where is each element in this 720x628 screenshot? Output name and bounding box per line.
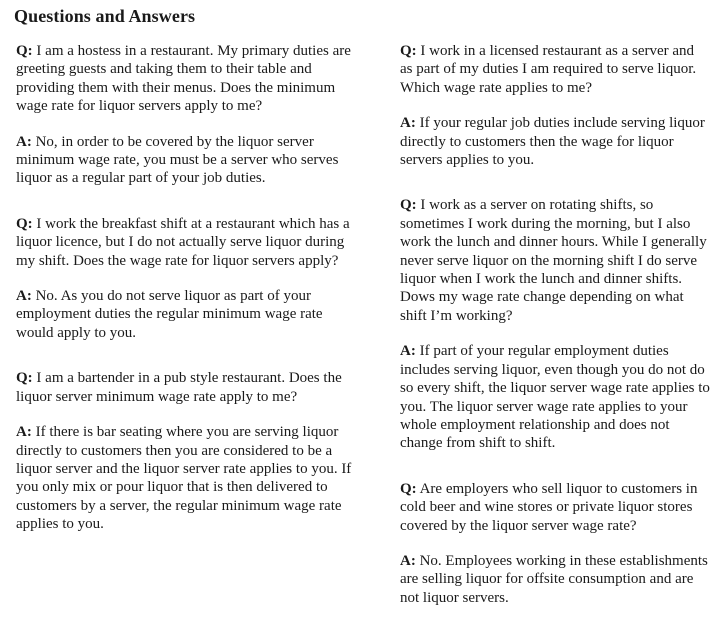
question <box>16 215 356 270</box>
question-label: Q: <box>400 197 417 214</box>
qa-item <box>400 42 710 169</box>
left-column <box>16 42 356 534</box>
page-title: Questions and Answers <box>14 6 196 26</box>
question-text: I am a bartender in a pub style restaurant. Does the liquor server minimum wage rate apply to me? <box>16 370 342 405</box>
question-label: Q: <box>16 215 33 232</box>
question <box>16 42 356 116</box>
answer-label: A: <box>16 133 32 150</box>
question-label: Q: <box>16 370 33 387</box>
answer <box>16 287 356 342</box>
answer <box>16 423 356 533</box>
question-text: I work as a server on rotating shifts, so sometimes I work during the morning, but I also work the lunch and dinner hours. While I generally never serve liquor on the morning shift I do serve liquor when I work the lunch and dinner shifts. Dows my wage rate change depending on what shift I’m working? <box>400 197 707 324</box>
answer-text: No, in order to be covered by the liquor server minimum wage rate, you must be a server who serves liquor as a regular part of your job duties. <box>16 133 339 187</box>
answer <box>400 342 710 452</box>
answer-label: A: <box>400 115 416 132</box>
qa-item <box>400 196 710 452</box>
question <box>16 369 356 406</box>
question-label: Q: <box>16 43 33 59</box>
answer-text: No. As you do not serve liquor as part of your employment duties the regular minimum wage rate would apply to you. <box>16 288 323 341</box>
answer-text: No. Employees working in these establishments are selling liquor for offsite consumption and are not liquor servers. <box>400 552 708 606</box>
answer-text: If part of your regular employment duties includes serving liquor, even though you do not do so every shift, the liquor server wage rate applies to you. The liquor server wage rate applies to your whole employment relationship and does not change from shift to shift. <box>400 343 710 452</box>
qa-item <box>16 215 356 342</box>
question-text: I am a hostess in a restaurant. My primary duties are greeting guests and taking them to their table and providing them with their menus. Does the minimum wage rate for liquor servers apply to me? <box>16 43 351 115</box>
answer-label: A: <box>400 552 416 569</box>
answer-text: If there is bar seating where you are serving liquor directly to customers then you are considered to be a liquor server and the liquor server rate applies to you. If you only mix or pour liquor that is then delivered to customers by a server, the regular minimum wage rate applies to you. <box>16 424 352 533</box>
answer-label: A: <box>16 288 32 305</box>
answer <box>16 133 356 188</box>
answer-label: A: <box>16 424 32 441</box>
question-text: Are employers who sell liquor to customers in cold beer and wine stores or private liquor stores covered by the liquor server wage rate? <box>400 480 698 534</box>
qa-item <box>16 42 356 188</box>
qa-item <box>16 369 356 533</box>
qa-item <box>400 480 710 607</box>
question-label: Q: <box>400 43 417 59</box>
answer <box>400 552 710 607</box>
answer-label: A: <box>400 343 416 360</box>
answer-text: If your regular job duties include serving liquor directly to customers then the wage for liquor servers applies to you. <box>400 115 705 169</box>
question <box>400 480 710 535</box>
question-text: I work in a licensed restaurant as a server and as part of my duties I am required to serve liquor. Which wage rate applies to me? <box>400 43 697 96</box>
question <box>400 196 710 325</box>
question-label: Q: <box>400 480 417 497</box>
answer <box>400 114 710 169</box>
question-text: I work the breakfast shift at a restaurant which has a liquor licence, but I do not actually serve liquor during my shift. Does the wage rate for liquor servers apply? <box>16 215 350 269</box>
question <box>400 42 710 97</box>
right-column <box>400 42 710 607</box>
